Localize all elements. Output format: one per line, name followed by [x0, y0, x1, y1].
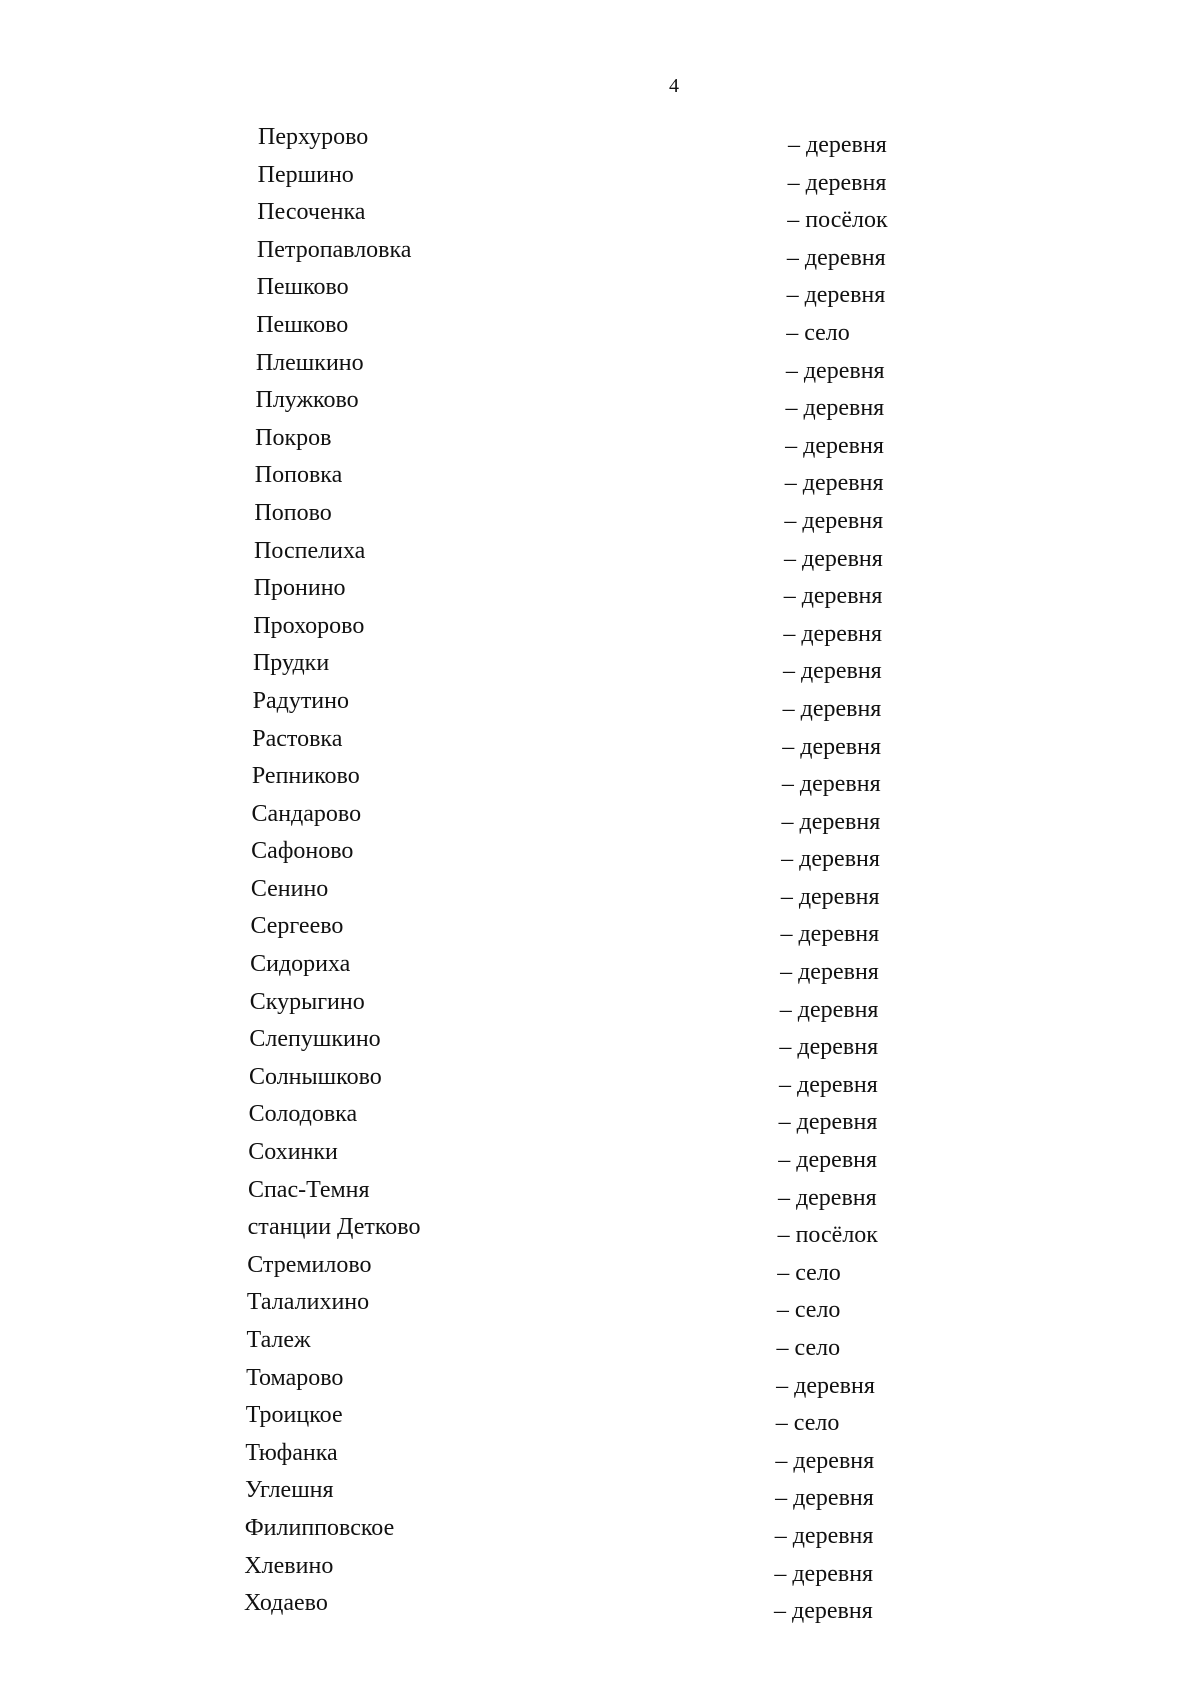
settlement-name: Тюфанка — [245, 1439, 338, 1466]
settlement-name: Поповка — [254, 462, 343, 489]
list-item — [0, 122, 1200, 160]
settlement-type: – деревня — [783, 583, 883, 610]
settlement-name: Скурыгино — [249, 988, 365, 1015]
settlement-name: Ходаево — [244, 1590, 328, 1617]
settlement-type: – деревня — [781, 808, 881, 835]
list-item — [0, 874, 1200, 912]
settlement-name: Репниково — [251, 763, 360, 790]
settlement-name: Песоченка — [257, 199, 366, 226]
settlement-name: Слепушкино — [249, 1026, 381, 1053]
settlement-name: Перхурово — [258, 124, 369, 150]
settlement-name: Талеж — [246, 1327, 311, 1353]
settlement-name: Прудки — [252, 650, 330, 677]
settlement-type: – деревня — [786, 282, 886, 309]
list-item — [0, 1099, 1200, 1137]
list-item — [0, 235, 1200, 273]
settlement-type: – село — [776, 1297, 841, 1324]
list-item — [0, 1513, 1200, 1551]
list-item — [0, 1175, 1200, 1213]
settlement-type: – деревня — [786, 244, 886, 271]
list-item — [0, 460, 1200, 498]
settlement-name: Стремилово — [247, 1251, 372, 1278]
list-item — [0, 1475, 1200, 1513]
settlement-name: Попово — [254, 499, 332, 526]
list-item — [0, 761, 1200, 799]
settlement-type: – деревня — [779, 996, 879, 1023]
settlement-name: Растовка — [252, 725, 343, 752]
settlement-name: Филипповское — [244, 1514, 395, 1541]
settlement-type: – деревня — [784, 507, 884, 534]
list-item — [0, 1363, 1200, 1401]
settlement-name: Прохорово — [253, 612, 365, 639]
list-item — [0, 385, 1200, 423]
list-item — [0, 1212, 1200, 1250]
settlement-name: Сафоново — [251, 838, 354, 865]
settlement-type: – село — [786, 319, 850, 346]
settlement-type: – деревня — [780, 959, 879, 986]
settlement-name: станции Детково — [247, 1214, 421, 1241]
list-item — [0, 724, 1200, 762]
settlement-name: Сенино — [250, 875, 329, 902]
settlement-type: – деревня — [774, 1560, 874, 1587]
list-item — [0, 1551, 1200, 1589]
list-item — [0, 536, 1200, 574]
list-item — [0, 1062, 1200, 1100]
list-item — [0, 272, 1200, 310]
settlement-type: – деревня — [782, 695, 882, 722]
list-item — [0, 987, 1200, 1025]
settlement-type: – деревня — [775, 1485, 874, 1512]
settlement-type: – деревня — [779, 1034, 879, 1061]
settlement-name: Троицкое — [245, 1402, 343, 1429]
settlement-name: Поспелиха — [254, 537, 366, 564]
settlement-type: – деревня — [779, 1071, 878, 1098]
list-item — [0, 498, 1200, 536]
settlement-type: – деревня — [776, 1372, 875, 1399]
list-item — [0, 648, 1200, 686]
settlement-type: – село — [777, 1259, 841, 1286]
page-number: 4 — [669, 75, 679, 97]
settlement-type: – деревня — [774, 1522, 874, 1549]
settlement-type: – деревня — [782, 658, 882, 685]
settlement-type: – село — [775, 1410, 840, 1437]
settlement-name: Покров — [255, 424, 332, 451]
list-item — [0, 1250, 1200, 1288]
settlement-name: Петропавловка — [256, 236, 412, 263]
list-item — [0, 799, 1200, 837]
list-item — [0, 573, 1200, 611]
settlement-name: Сергеево — [250, 913, 344, 940]
settlement-type: – деревня — [783, 620, 883, 647]
settlement-name: Солнышково — [249, 1063, 382, 1090]
settlement-type: – деревня — [778, 1147, 878, 1174]
list-item — [0, 1137, 1200, 1175]
list-item — [0, 1588, 1200, 1626]
settlement-type: – посёлок — [787, 207, 888, 234]
settlement-name: Сандарово — [251, 800, 362, 827]
settlement-type: – деревня — [788, 132, 887, 158]
list-item — [0, 611, 1200, 649]
list-item — [0, 1287, 1200, 1325]
settlement-name: Першино — [257, 161, 354, 188]
settlement-type: – деревня — [784, 470, 884, 497]
settlement-name: Плешкино — [255, 349, 364, 376]
settlement-name: Углешня — [245, 1477, 334, 1504]
settlement-name: Плужково — [255, 387, 359, 414]
settlement-name: Хлевино — [244, 1552, 334, 1579]
settlement-type: – посёлок — [777, 1222, 878, 1249]
settlement-name: Пешково — [256, 274, 349, 301]
list-item — [0, 1400, 1200, 1438]
settlement-type: – село — [776, 1335, 841, 1361]
settlement-list — [0, 122, 1200, 1626]
settlement-type: – деревня — [785, 395, 885, 422]
settlement-type: – деревня — [777, 1184, 877, 1211]
list-item — [0, 949, 1200, 987]
settlement-name: Солодовка — [248, 1101, 358, 1128]
settlement-type: – деревня — [785, 357, 885, 384]
list-item — [0, 686, 1200, 724]
list-item — [0, 1438, 1200, 1476]
settlement-type: – деревня — [775, 1447, 875, 1474]
settlement-name: Радутино — [252, 687, 349, 714]
list-item — [0, 423, 1200, 461]
list-item — [0, 348, 1200, 386]
list-item — [0, 1325, 1200, 1363]
list-item — [0, 310, 1200, 348]
settlement-name: Талалихино — [246, 1289, 370, 1316]
settlement-name: Пешково — [256, 311, 349, 338]
list-item — [0, 1024, 1200, 1062]
list-item — [0, 160, 1200, 198]
list-item — [0, 836, 1200, 874]
settlement-name: Пронино — [253, 575, 346, 602]
list-item — [0, 197, 1200, 235]
settlement-type: – деревня — [781, 771, 881, 798]
settlement-type: – деревня — [780, 883, 880, 910]
list-item — [0, 911, 1200, 949]
settlement-type: – деревня — [784, 545, 883, 572]
settlement-type: – деревня — [781, 846, 880, 873]
settlement-name: Сохинки — [248, 1139, 338, 1166]
settlement-name: Спас-Темня — [247, 1176, 370, 1203]
settlement-type: – деревня — [785, 432, 884, 459]
settlement-type: – деревня — [774, 1598, 873, 1625]
settlement-name: Томарово — [246, 1364, 344, 1391]
settlement-type: – деревня — [780, 921, 880, 948]
settlement-type: – деревня — [787, 169, 887, 196]
settlement-type: – деревня — [782, 733, 881, 760]
settlement-name: Сидориха — [250, 951, 351, 978]
settlement-type: – деревня — [778, 1109, 878, 1136]
